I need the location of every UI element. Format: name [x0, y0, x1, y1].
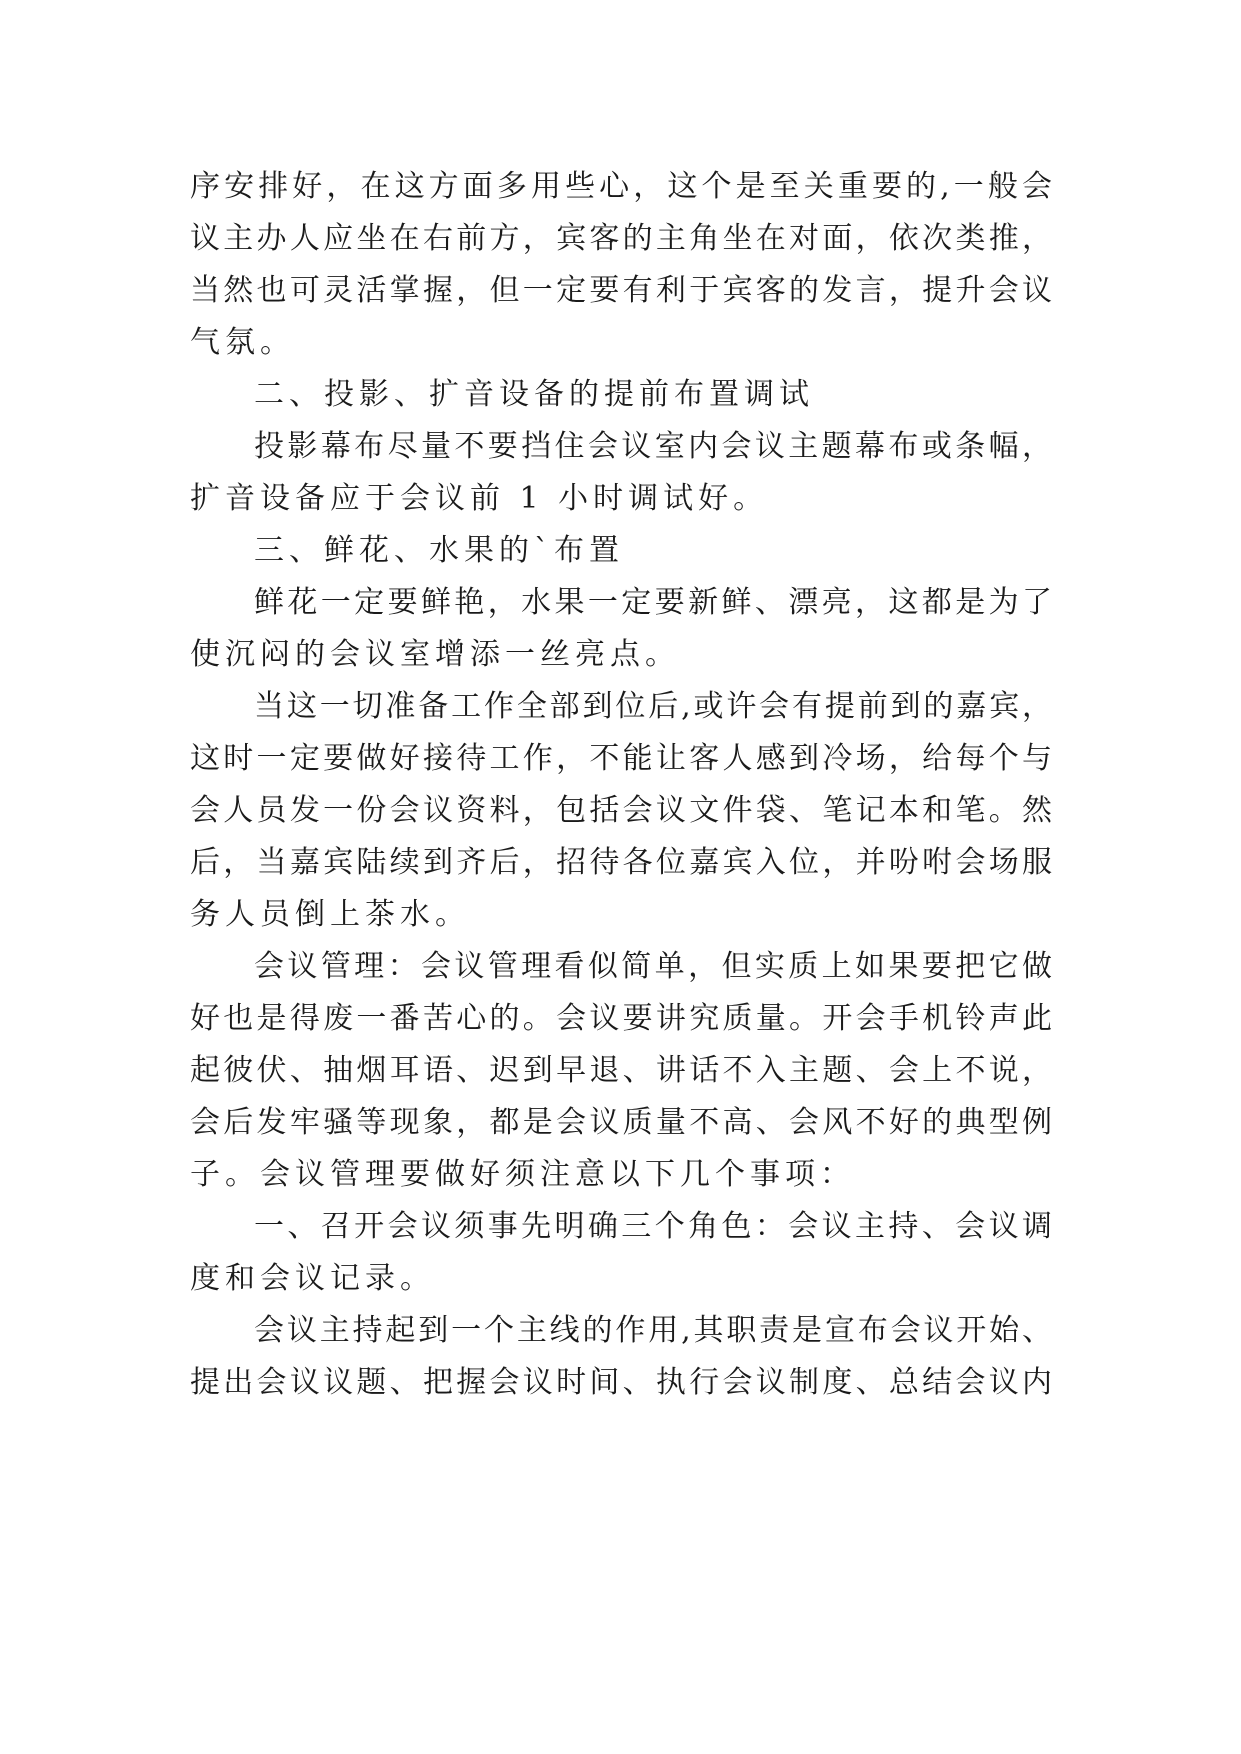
section-heading: 三、鲜花、水果的`布置	[254, 533, 624, 568]
text-line: 使沉闷的会议室增添一丝亮点。	[190, 637, 680, 672]
text-line: 起彼伏、抽烟耳语、迟到早退、讲话不入主题、会上不说，	[190, 1053, 1052, 1088]
text-line: 当然也可灵活掌握，但一定要有利于宾客的发言，提升会议	[190, 273, 1052, 308]
text-line: 气氛。	[190, 325, 295, 360]
text-line: 这时一定要做好接待工作，不能让客人感到冷场，给每个与	[190, 741, 1052, 776]
text-line: 会人员发一份会议资料，包括会议文件袋、笔记本和笔。然	[190, 793, 1052, 828]
text-line: 子。会议管理要做好须注意以下几个事项：	[190, 1157, 855, 1192]
text-line: 鲜花一定要鲜艳，水果一定要新鲜、漂亮，这都是为了	[254, 585, 1052, 620]
text-line: 序安排好，在这方面多用些心，这个是至关重要的,一般会	[190, 169, 1052, 204]
text-line: 提出会议议题、把握会议时间、执行会议制度、总结会议内	[190, 1365, 1052, 1400]
text-line: 度和会议记录。	[190, 1261, 435, 1296]
text-line: 会后发牢骚等现象，都是会议质量不高、会风不好的典型例	[190, 1105, 1052, 1140]
section-heading: 二、投影、扩音设备的提前布置调试	[254, 377, 814, 412]
text-line: 务人员倒上茶水。	[190, 897, 470, 932]
text-line: 后，当嘉宾陆续到齐后，招待各位嘉宾入位，并吩咐会场服	[190, 845, 1052, 880]
text-line: 好也是得废一番苦心的。会议要讲究质量。开会手机铃声此	[190, 1001, 1052, 1036]
text-line: 扩音设备应于会议前 1 小时调试好。	[190, 481, 769, 516]
text-line: 当这一切准备工作全部到位后,或许会有提前到的嘉宾，	[254, 689, 1052, 724]
text-line: 会议管理：会议管理看似简单，但实质上如果要把它做	[254, 949, 1052, 984]
section-heading: 一、召开会议须事先明确三个角色：会议主持、会议调	[254, 1209, 1052, 1244]
text-line: 投影幕布尽量不要挡住会议室内会议主题幕布或条幅，	[254, 429, 1052, 464]
text-line: 会议主持起到一个主线的作用,其职责是宣布会议开始、	[254, 1313, 1052, 1348]
text-line: 议主办人应坐在右前方，宾客的主角坐在对面，依次类推，	[190, 221, 1052, 256]
